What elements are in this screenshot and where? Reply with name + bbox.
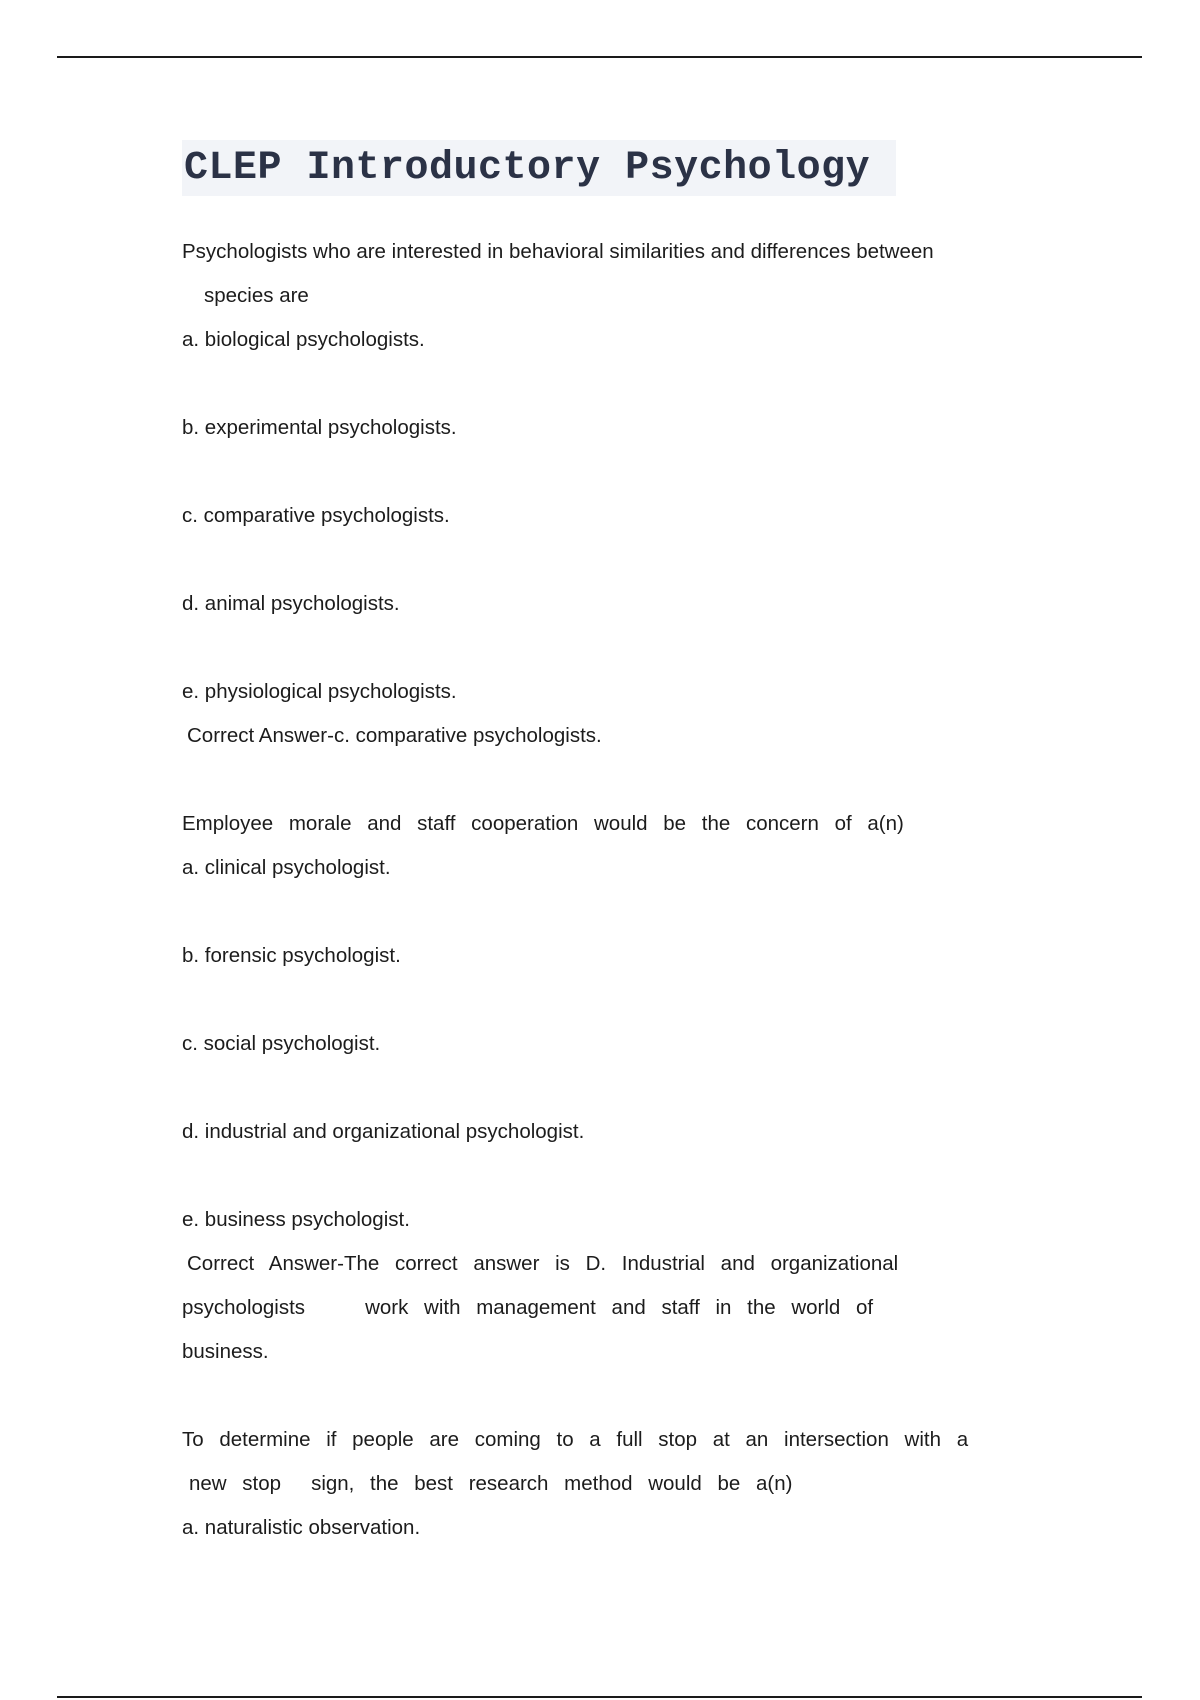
document-body [182,140,1022,1550]
correct-answer: Correct Answer-The correct answer is D. Industrial and organizational [187,1252,899,1275]
top-rule [57,56,1142,58]
answer-text-part: work with management and staff in the world of [365,1296,874,1319]
option-c: c. social psychologist. [182,1032,381,1055]
option-a: a. clinical psychologist. [182,856,391,879]
question-stem-continued: species are [204,284,309,307]
correct-answer-continued: business. [182,1340,269,1363]
bottom-rule [57,1696,1142,1698]
option-d: d. industrial and organizational psychologist. [182,1120,585,1143]
stem-text-part: new stop [189,1472,282,1495]
option-e: e. business psychologist. [182,1208,410,1231]
option-a: a. naturalistic observation. [182,1516,421,1539]
option-c: c. comparative psychologists. [182,504,450,527]
correct-answer: Correct Answer-c. comparative psychologists. [187,724,602,747]
question-stem-continued [182,1462,1022,1506]
question-stem: To determine if people are coming to a full stop at an intersection with a [182,1428,969,1451]
option-e: e. physiological psychologists. [182,680,457,703]
answer-text-part: psychologists [182,1296,306,1319]
question-1 [182,230,1022,758]
stem-text-part: sign, the best research method would be a(n) [311,1472,793,1495]
correct-answer-continued [182,1286,1022,1330]
question-2 [182,802,1022,1374]
option-a: a. biological psychologists. [182,328,425,351]
option-b: b. forensic psychologist. [182,944,401,967]
question-stem: Psychologists who are interested in behavioral similarities and differences between [182,240,934,263]
question-stem: Employee morale and staff cooperation would be the concern of a(n) [182,812,904,835]
option-b: b. experimental psychologists. [182,416,457,439]
page-title: CLEP Introductory Psychology [182,140,896,196]
option-d: d. animal psychologists. [182,592,400,615]
question-3 [182,1418,1022,1550]
